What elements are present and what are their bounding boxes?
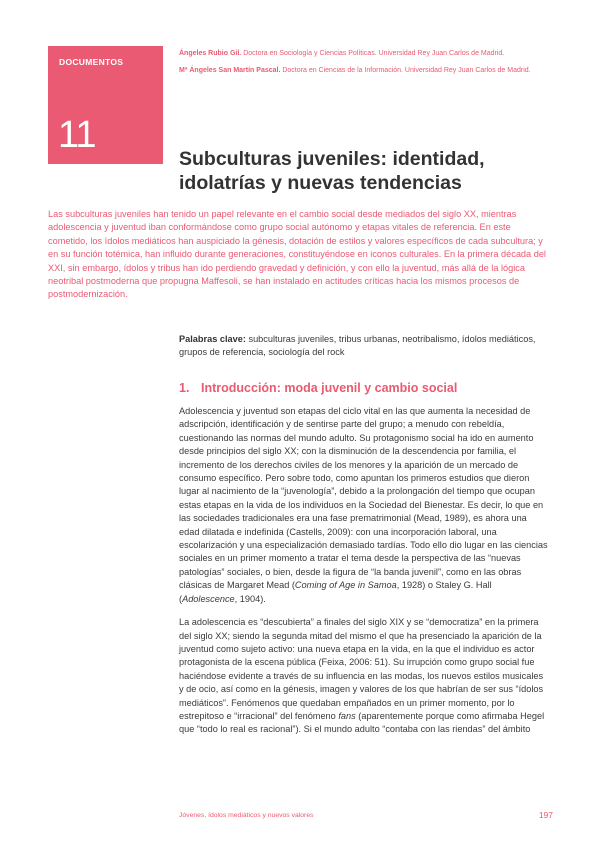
- paragraph-text: , 1928) o Staley G. Hall (: [179, 580, 492, 604]
- emphasis: fans: [338, 710, 356, 721]
- author-list: [179, 48, 549, 82]
- author-entry: [179, 65, 549, 77]
- chapter-number: 11: [58, 114, 96, 156]
- book-title: Coming of Age in Samoa: [294, 580, 397, 591]
- article-title: Subculturas juveniles: identidad, idolatrías y nuevas tendencias: [179, 148, 485, 194]
- paragraph: [179, 616, 549, 737]
- section-badge: [48, 46, 163, 164]
- paragraph-text: La adolescencia es “descubierta” a finales del siglo XIX y se “democratiza” en la primera del siglo XX; siendo la segunda mitad del mismo el que ha presenciado la aparición de la juventud como sujeto activo: una nueva etapa en la vida, en la que el individuo es actor protagonista de la escena pública (Feixa, 2006: 51). Su irrupción como grupo social fue haciéndose evidente a través de su influencia en las modas, los nuevos estilos musicales y de ocio, así como en la génesis, imagen y valores de los que habrían de ser sus “ídolos mediáticos”. Fenómenos que quedaban empañados en un primer momento, por lo estrepitoso e “irracional” del fenómeno: [179, 617, 544, 721]
- keywords: [179, 333, 549, 360]
- book-title: Adolescence: [182, 593, 235, 604]
- running-footer: Jóvenes, ídolos mediáticos y nuevos valores: [179, 812, 314, 819]
- section-number: 1.: [179, 381, 190, 395]
- paragraph: [179, 405, 549, 606]
- keywords-text: subculturas juveniles, tribus urbanas, neotribalismo, ídolos mediáticos, grupos de referencia, sociología del rock: [179, 334, 536, 358]
- author-name: Ángeles Rubio Gil.: [179, 50, 242, 57]
- paragraph-text: , 1904).: [234, 593, 266, 604]
- author-entry: [179, 48, 549, 60]
- paragraph-text: (aparentemente porque como afirmaba Hegel que “todo lo real es racional”). Si el mundo adulto “contaba con las riendas” del ámbito: [179, 710, 545, 735]
- author-name: Mª Ángeles San Martín Pascal.: [179, 67, 281, 74]
- body-text: [179, 405, 549, 747]
- author-affiliation: Doctora en Sociología y Ciencias Políticas. Universidad Rey Juan Carlos de Madrid.: [243, 50, 505, 57]
- section-label: DOCUMENTOS: [59, 57, 124, 67]
- author-affiliation: Doctora en Ciencias de la Información. Universidad Rey Juan Carlos de Madrid.: [282, 67, 531, 74]
- page-number: 197: [538, 810, 553, 820]
- keywords-label: Palabras clave:: [179, 334, 246, 344]
- section-title: Introducción: moda juvenil y cambio social: [201, 381, 458, 395]
- abstract: Las subculturas juveniles han tenido un papel relevante en el cambio social desde mediados del siglo XX, mientras adolescencia y juventud iban conformándose como grupo social autónomo y etapas vitales de referencia. En este cometido, los ídolos mediáticos han auspiciado la génesis, dotación de estilos y valores específicos de cada subcultura; y en su función totémica, han influido durante generaciones, constituyéndose en iconos culturales. En la primera década del XXI, sin embargo, ídolos y tribus han ido perdiendo gravedad y definición, y con ello la juventud, más allá de la lógica neotribal postmoderna que propugna Maffesoli, se han instalado en actitudes críticas hacia los mismos procesos de postmodernización.: [48, 209, 546, 300]
- paragraph-text: Adolescencia y juventud son etapas del ciclo vital en las que aumenta la necesidad de adscripción, identificación y de sentirse parte del grupo; a menudo con rebeldía, cuestionando las normas del mundo adulto. Su protagonismo social ha ido en aumento desde principios del siglo XX; con la disminución de la descendencia por familia, el incremento de los derechos civiles de los menores y la aparición de un mercado de consumo específico. Pero sobre todo, como apuntan los primeros estudios que dieron lugar al nacimiento de la “juvenología”, debido a la prolongación del tiempo que ocupan estas etapas en la vida de los individuos en la Sociedad del Bienestar. Es decir, lo que en las sociedades tradicionales era una fase prematrimonial (Mead, 1989), es ahora una edad dilatada e indefinida (Castells, 2009): con una incorporación laboral, una escolarización y una especialización demasiado tardías. Todo ello dio lugar en las ciencias sociales en un primer momento a tratar el tema desde la perspectiva de las “nuevas patologías” sociales, o bien, desde la figura de “la banda juvenil”, como en las obras clásicas de Margaret Mead (: [179, 406, 548, 591]
- section-heading: [179, 381, 549, 395]
